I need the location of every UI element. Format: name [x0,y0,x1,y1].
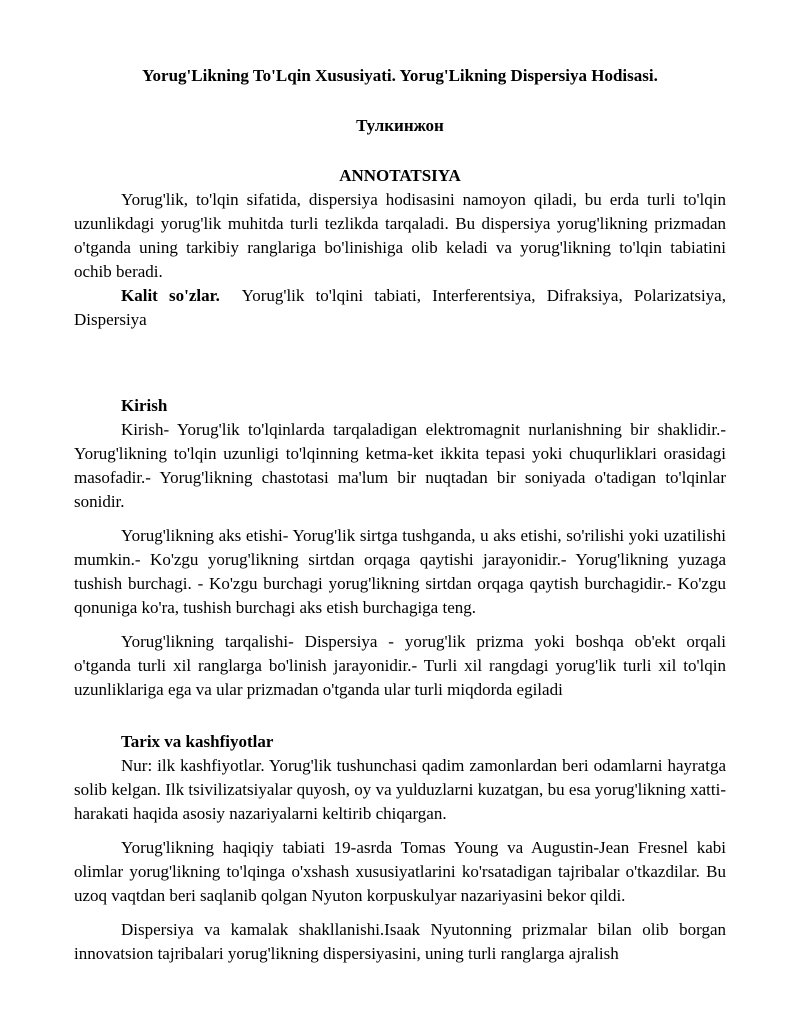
spacer [74,702,726,730]
history-paragraph-1: Nur: ilk kashfiyotlar. Yorug'lik tushunchasi qadim zamonlardan beri odamlarni hayratga solib kelgan. Ilk tsivilizatsiyalar quyosh, oy va yulduzlarni kuzatgan, bu esa yorug'likning xatti-harakati haqida asosiy nazariyalarni keltirib chiqargan. [74,756,726,823]
section-heading-intro: Kirish [121,396,168,415]
history-paragraph-2: Yorug'likning haqiqiy tabiati 19-asrda Tomas Young va Augustin-Jean Fresnel kabi olimlar yorug'likning to'lqinga o'xshash xususiyatlarini ko'rsatadigan tajribalar o'tkazdilar. Bu uzoq vaqtdan beri saqlanib qolgan Nyuton korpuskulyar nazariyasini bekor qildi. [74,838,726,905]
intro-paragraph-2: Yorug'likning aks etishi- Yorug'lik sirtga tushganda, u aks etishi, so'rilishi yoki uzatilishi mumkin.- Ko'zgu yorug'likning sirtdan orqaga qaytishi jarayonidir.- Yorug'likning yuzaga tushish burchagi. - Ko'zgu burchagi yorug'likning sirtdan orqaga qaytish burchagidir.- Ko'zgu qonuniga ko'ra, tushish burchagi aks etish burchagiga teng. [74,526,726,617]
author-name: Тулкинжон [356,116,444,135]
intro-paragraph-3: Yorug'likning tarqalishi- Dispersiya - yorug'lik prizma yoki boshqa ob'ekt orqali o'tganda turli xil ranglarga bo'linish jarayonidir.- Turli xil rangdagi yorug'lik turli xil to'lqin uzunliklariga ega va ular prizmadan o'tganda ular turli miqdorda egiladi [74,632,726,699]
abstract-paragraph: Yorug'lik, to'lqin sifatida, dispersiya hodisasini namoyon qiladi, bu erda turli to'lqin uzunlikdagi yorug'lik muhitda turli tezlikda tarqaladi. Bu dispersiya yorug'likning prizmadan o'tganda uning tarkibiy ranglariga bo'linishiga olib keladi va yorug'likning to'lqin tabiatini ochib beradi. [74,190,726,281]
spacer [74,332,726,394]
section-heading-history: Tarix va kashfiyotlar [121,732,274,751]
abstract-heading: ANNOTATSIYA [339,166,461,185]
keywords-text: Yorug'lik to'lqini tabiati, Interferentsiya, Difraksiya, Polarizatsiya, Dispersiya [74,286,726,329]
keywords-label: Kalit so'zlar. [121,286,220,305]
history-paragraph-3: Dispersiya va kamalak shakllanishi.Isaak Nyutonning prizmalar bilan olib borgan innovatsion tajribalari yorug'likning dispersiyasini, uning turli ranglarga ajralish [74,920,726,963]
page-title: Yorug'Likning To'Lqin Xususiyati. Yorug'Likning Dispersiya Hodisasi. [142,66,658,85]
keywords-paragraph [74,284,726,332]
intro-paragraph-1: Kirish- Yorug'lik to'lqinlarda tarqaladigan elektromagnit nurlanishning bir shaklidir.- Yorug'likning to'lqin uzunligi to'lqinning ketma-ket ikkita tepasi yoki chuqurliklari orasidagi masofadir.- Yorug'likning chastotasi ma'lum bir nuqtadan bir soniyada o'tadigan to'lqinlar sonidir. [74,420,726,511]
